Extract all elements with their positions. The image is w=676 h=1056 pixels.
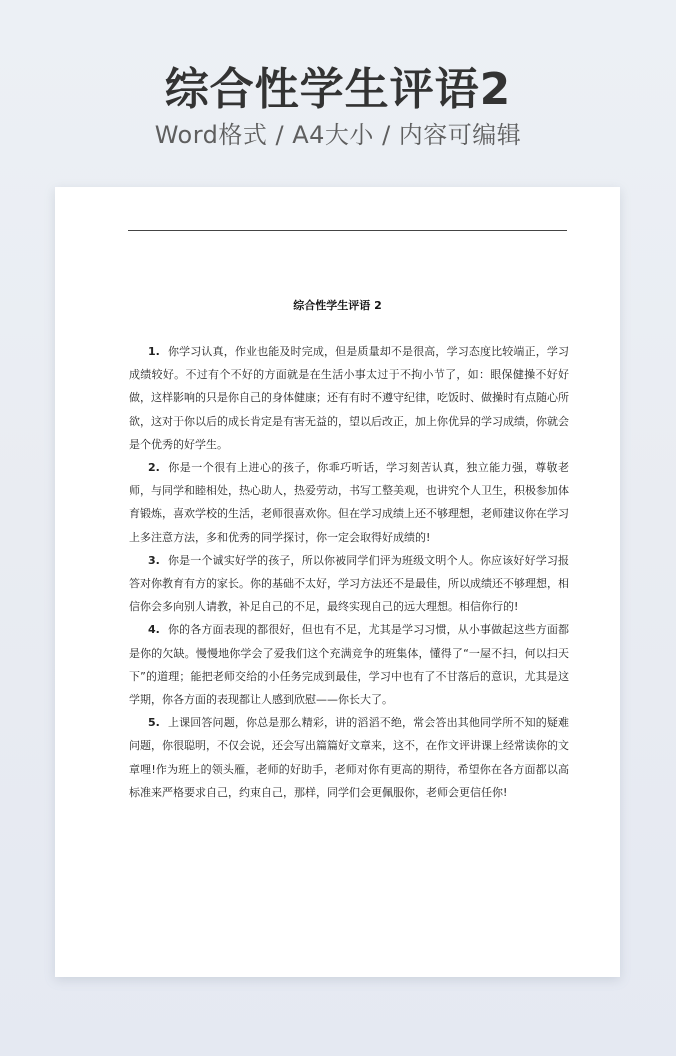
hero-title: 综合性学生评语2	[164, 64, 512, 115]
paragraph-text: 你是一个诚实好学的孩子，所以你被同学们评为班级文明个人。你应该好好学习报答对你教育有方的家长。你的基础不太好，学习方法还不是最佳，所以成绩还不够理想，相信你会多向别人请教，补足自己的不足，最终实现自己的远大理想。相信你行的!	[129, 553, 569, 614]
paragraph-number: 1.	[148, 345, 160, 358]
paragraph-4	[129, 618, 569, 711]
paragraph-text: 你学习认真，作业也能及时完成，但是质量却不是很高，学习态度比较端正，学习成绩较好。不过有个不好的方面就是在生活小事太过于不拘小节了，如：眼保健操不好好做，这样影响的只是你自己的身体健康；还有有时不遵守纪律，吃饭时、做操时有点随心所欲，这对于你以后的成长肯定是有害无益的，望以后改正，加上你优异的学习成绩，你就会是个优秀的好学生。	[129, 345, 569, 451]
paragraph-number: 4.	[148, 623, 160, 637]
hero-subtitle: Word格式 / A4大小 / 内容可编辑	[154, 121, 522, 149]
document-body	[129, 340, 569, 804]
paragraph-number: 3.	[148, 553, 160, 567]
paragraph-number: 2.	[148, 461, 160, 475]
document-title: 综合性学生评语 2	[293, 299, 382, 312]
paragraph-2	[129, 456, 569, 549]
paragraph-number: 5.	[148, 716, 160, 730]
document-page-preview	[55, 187, 620, 977]
header-divider	[128, 230, 567, 231]
paragraph-1	[129, 340, 569, 456]
paragraph-3	[129, 549, 569, 619]
paragraph-5	[129, 711, 569, 804]
paragraph-text: 上课回答问题，你总是那么精彩，讲的滔滔不绝，常会答出其他同学所不知的疑难问题，你很聪明，不仅会说，还会写出篇篇好文章来，这不，在作文评讲课上经常读你的文章哩!作为班上的领头雁，老师的好助手，老师对你有更高的期待，希望你在各方面都以高标准来严格要求自己，约束自己，那样，同学们会更佩服你，老师会更信任你!	[129, 716, 569, 799]
paragraph-text: 你是一个很有上进心的孩子，你乖巧听话，学习刻苦认真，独立能力强，尊敬老师，与同学和睦相处，热心助人，热爱劳动，书写工整美观，也讲究个人卫生，积极参加体育锻炼，喜欢学校的生活，老师很喜欢你。但在学习成绩上还不够理想，老师建议你在学习上多注意方法，多和优秀的同学探讨，你一定会取得好成绩的!	[129, 461, 569, 544]
paragraph-text: 你的各方面表现的都很好，但也有不足，尤其是学习习惯，从小事做起这些方面都是你的欠缺。慢慢地你学会了爱我们这个充满竞争的班集体，懂得了“一屋不扫，何以扫天下”的道理；能把老师交给的小任务完成到最佳，学习中也有了不甘落后的意识，尤其是这学期，你各方面的表现都让人感到欣慰——你长大了。	[129, 623, 569, 707]
